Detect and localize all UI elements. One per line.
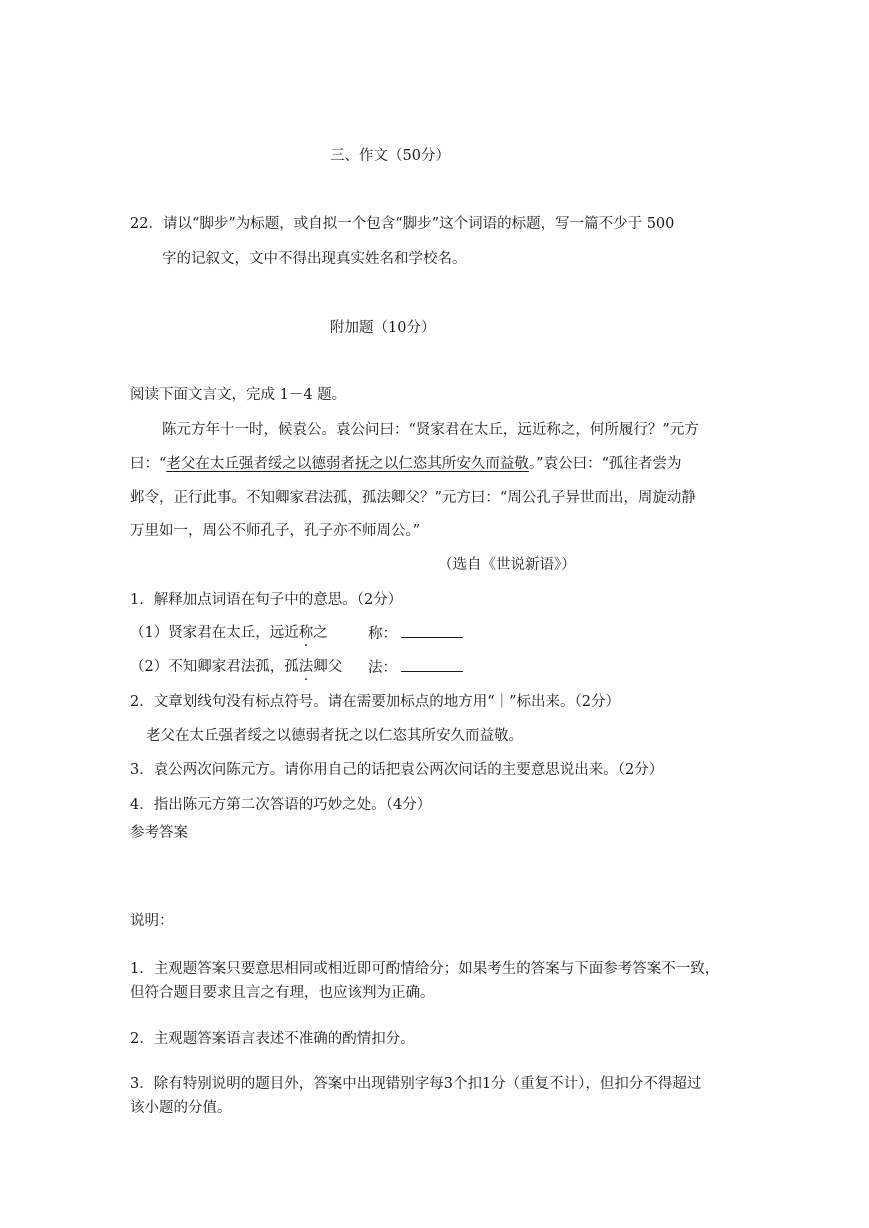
- note-3-line1: 3．除有特别说明的题目外，答案中出现错别字每3个扣1分（重复不计），但扣分不得超过: [130, 1076, 702, 1092]
- note-3-line2: 该小题的分值。: [130, 1100, 232, 1116]
- notes-title: 说明：: [130, 913, 174, 929]
- note-2: 2．主观题答案语言表述不准确的酌情扣分。: [130, 1031, 415, 1047]
- q1-item2-dotted-word: 法: [298, 659, 314, 675]
- q1-item1-blank[interactable]: [401, 623, 463, 638]
- note-1-line2: 但符合题目要求且言之有理，也应该判为正确。: [130, 985, 435, 1001]
- q1-item1-text-before: （1）贤家君在太丘，远近: [130, 625, 299, 641]
- q1-item1-text-after: 之: [313, 625, 328, 641]
- question-2-sentence: 老父在太丘强者绥之以德弱者抚之以仁恣其所安久而益敬。: [146, 728, 523, 744]
- section-title-composition: 三、作文（50分）: [330, 148, 450, 164]
- passage-line1: 陈元方年十一时，候袁公。袁公问曰：“贤家君在太丘，远近称之，何所履行？”元方: [162, 422, 699, 438]
- question-22-line2: 字的记叙文，文中不得出现真实姓名和学校名。: [162, 251, 467, 267]
- question-1: 1．解释加点词语在句子中的意思。（2分）: [130, 592, 403, 608]
- passage-line4: 万里如一，周公不师孔子，孔子亦不师周公。”: [130, 523, 421, 539]
- reading-intro: 阅读下面文言文，完成 1－4 题。: [130, 387, 347, 403]
- q1-item2-blank[interactable]: [401, 657, 463, 672]
- answer-title: 参考答案: [130, 825, 188, 841]
- underlined-sentence: 老父在太丘强者绥之以德弱者抚之以仁恣其所安久而益敬: [166, 456, 529, 472]
- q1-item2-label: 法：: [368, 660, 397, 676]
- q1-item2-text-after: 卿父: [313, 659, 343, 675]
- q1-item2-text-before: （2）不知卿家君法孤，孤: [130, 659, 299, 675]
- passage-line2-suffix: 。”袁公曰：“孤往者尝为: [528, 456, 682, 472]
- passage-line3: 邺令，正行此事。不知卿家君法孤，孤法卿父？”元方曰：“周公孔子异世而出，周旋动静: [130, 490, 696, 506]
- question-1-item1: [130, 623, 328, 643]
- question-22-line1: 22．请以“脚步”为标题，或自拟一个包含“脚步”这个词语的标题，写一篇不少于 500: [130, 216, 675, 232]
- question-1-item2: [130, 657, 342, 677]
- question-3: 3．袁公两次问陈元方。请你用自己的话把袁公两次问话的主要意思说出来。（2分）: [130, 762, 664, 778]
- question-2: 2．文章划线句没有标点符号。请在需要加标点的地方用“｜”标出来。（2分）: [130, 694, 621, 710]
- question-1-item1-answer: [368, 623, 463, 644]
- note-1-line1: 1．主观题答案只要意思相同或相近即可酌情给分；如果考生的答案与下面参考答案不一致，: [130, 961, 720, 977]
- q1-item1-dotted-word: 称: [298, 625, 314, 641]
- question-1-item2-answer: [368, 657, 463, 678]
- passage-source: （选自《世说新语》）: [438, 557, 576, 573]
- passage-line2-prefix: 曰：“: [130, 456, 167, 472]
- passage-line2: [130, 454, 682, 474]
- q1-item1-label: 称：: [368, 626, 397, 642]
- question-4: 4．指出陈元方第二次答语的巧妙之处。（4分）: [130, 797, 432, 813]
- bonus-section-title: 附加题（10分）: [330, 320, 436, 336]
